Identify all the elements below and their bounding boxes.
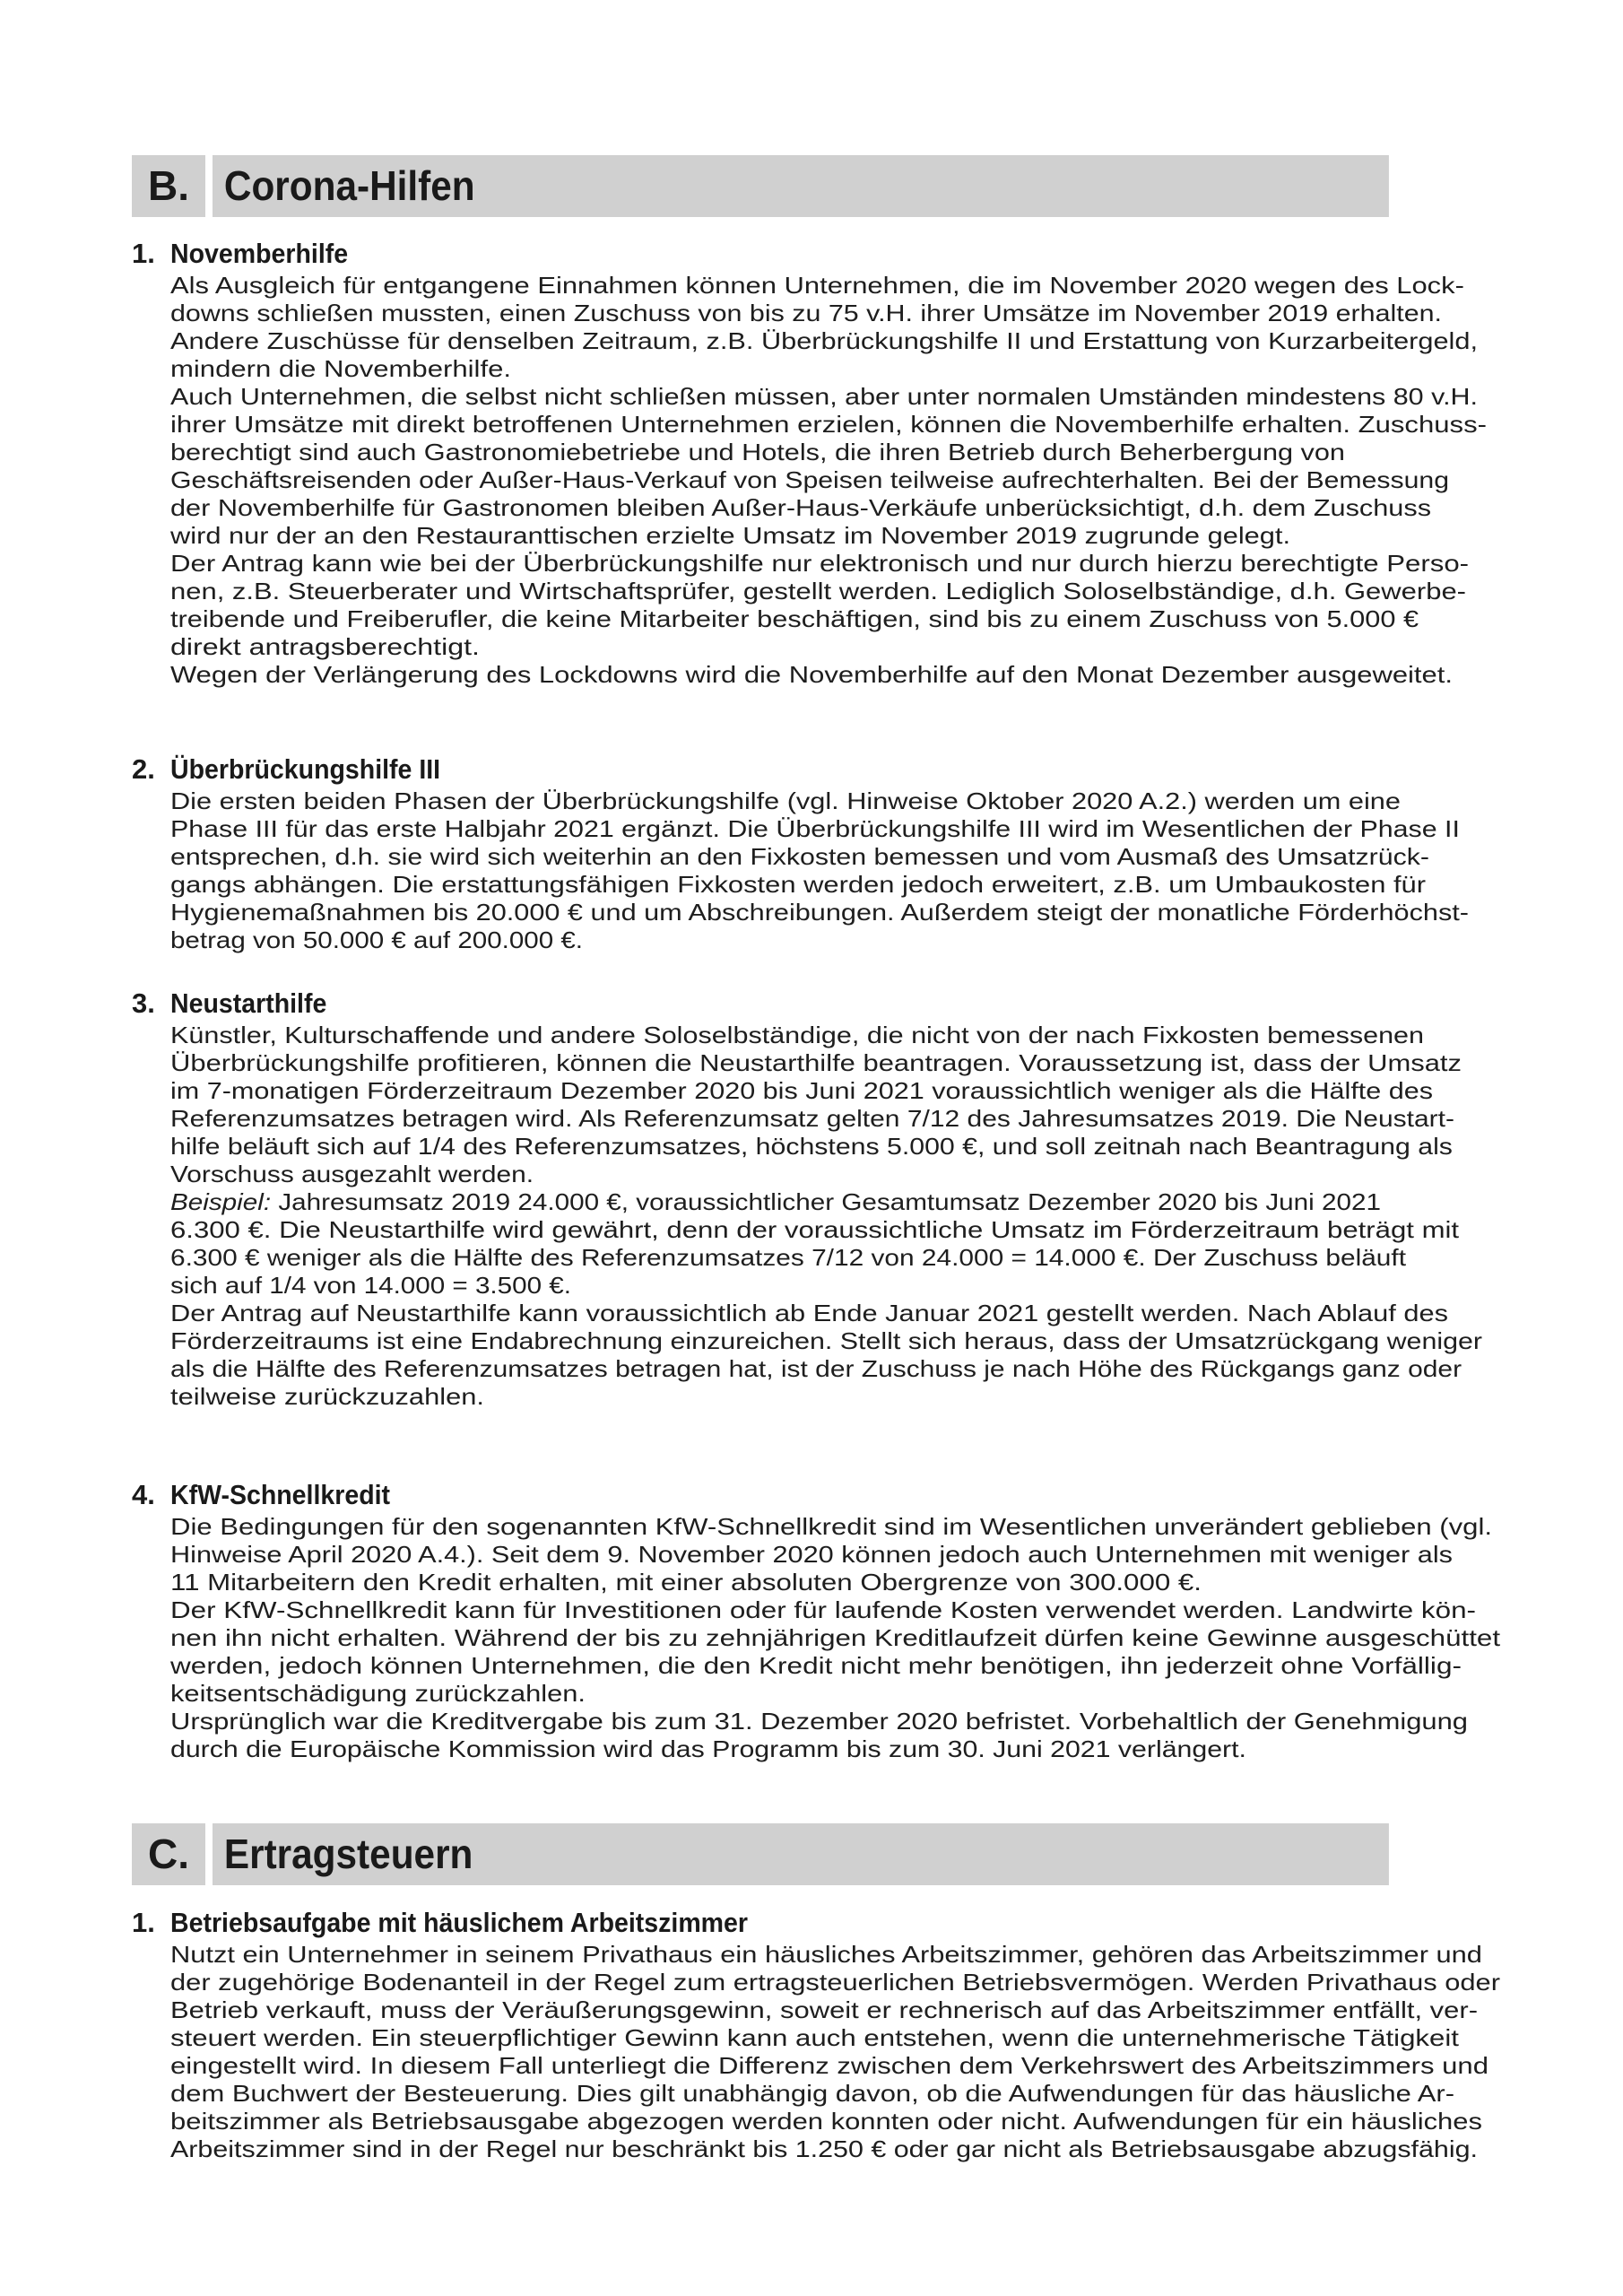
subsection-title: Neustarthilfe [170,987,327,1019]
text-line: Auch Unternehmen, die selbst nicht schließen müssen, aber unter normalen Umständen mindestens 80 v.H. [170,383,1479,410]
subsection-number: 1. [132,1907,155,1938]
text-line: Betrieb verkauft, muss der Veräußerungsgewinn, soweit er rechnerisch auf das Arbeitszimmer entfällt, ver- [170,1996,1479,2023]
text-line: durch die Europäische Kommission wird das Programm bis zum 30. Juni 2021 verlängert. [170,1735,1246,1762]
text-line: als die Hälfte des Referenzumsatzes betragen hat, ist der Zuschuss je nach Höhe des Rückgangs ganz oder [170,1355,1462,1382]
text-line: Nutzt ein Unternehmer in seinem Privathaus ein häusliches Arbeitszimmer, gehören das Arbeitszimmer und [170,1941,1482,1968]
text-line: eingestellt wird. In diesem Fall unterliegt die Differenz zwischen dem Verkehrswert des Arbeitszimmers und [170,2052,1488,2079]
text-line [170,1188,1623,1216]
subsection-number: 2. [132,753,155,785]
subsection-title: Novemberhilfe [170,238,349,269]
text-line: entsprechen, d.h. sie wird sich weiterhin an den Fixkosten bemessen und vom Ausmaß des Umsatzrück- [170,843,1429,870]
text-line: Phase III für das erste Halbjahr 2021 ergänzt. Die Überbrückungshilfe III wird im Wesentlichen der Phase II [170,815,1460,842]
subsection-title: Überbrückungshilfe III [170,753,441,785]
subsection-ueberbrueckungshilfe-iii [132,752,1504,954]
paragraph [170,1513,1504,1763]
text-line: werden, jedoch können Unternehmen, die den Kredit nicht mehr benötigen, ihn jederzeit ohne Vorfällig- [170,1652,1462,1679]
text-line: betrag von 50.000 € auf 200.000 €. [170,926,583,953]
text-line: Vorschuss ausgezahlt werden. [170,1161,534,1187]
text-line: downs schließen mussten, einen Zuschuss von bis zu 75 v.H. ihrer Umsätze im November 2019 erhalten. [170,300,1443,326]
text-line: Als Ausgleich für entgangene Einnahmen können Unternehmen, die im November 2020 wegen des Lock- [170,272,1464,299]
section-title: Corona-Hilfen [213,155,1389,217]
text-line: Andere Zuschüsse für denselben Zeitraum, z.B. Überbrückungshilfe II und Erstattung von Kurzarbeitergeld, [170,327,1478,354]
text-line: wird nur der an den Restauranttischen erzielte Umsatz im November 2019 zugrunde gelegt. [170,522,1291,549]
subsection-number: 1. [132,238,155,269]
text-line: hilfe beläuft sich auf 1/4 des Referenzumsatzes, höchstens 5.000 €, und soll zeitnah nach Beantragung als [170,1133,1453,1160]
subsection-novemberhilfe [132,236,1504,689]
text-line: dem Buchwert der Besteuerung. Dies gilt unabhängig davon, ob die Aufwendungen für das häusliche Ar- [170,2080,1455,2107]
subsection-heading [132,752,1504,787]
text-line: nen ihn nicht erhalten. Während der bis zu zehnjährigen Kreditlaufzeit dürfen keine Gewinne ausgeschüttet [170,1624,1501,1651]
text-line: nen, z.B. Steuerberater und Wirtschaftsprüfer, gestellt werden. Lediglich Soloselbständige, d.h. Gewerbe- [170,578,1467,604]
subsection-betriebsaufgabe [132,1905,1504,2163]
text-line: treibende und Freiberufler, die keine Mitarbeiter beschäftigen, sind bis zu einem Zuschuss von 5.000 € [170,605,1419,632]
section-letter: B. [132,155,205,217]
paragraph [170,1022,1504,1411]
text-line: Hygienemaßnahmen bis 20.000 € und um Abschreibungen. Außerdem steigt der monatliche Förderhöchst- [170,899,1470,926]
example-label: Beispiel: [170,1188,272,1215]
text-line: gangs abhängen. Die erstattungsfähigen Fixkosten werden jedoch erweitert, z.B. um Umbaukosten für [170,871,1427,898]
text-line: der zugehörige Bodenanteil in der Regel zum ertragsteuerlichen Betriebsvermögen. Werden Privathaus oder [170,1969,1501,1996]
text-line: keitsentschädigung zurückzahlen. [170,1680,586,1707]
subsection-number: 3. [132,987,155,1019]
example-text: Jahresumsatz 2019 24.000 €, voraussichtlicher Gesamtumsatz Dezember 2020 bis Juni 2021 [278,1188,1381,1215]
text-line: Der KfW-Schnellkredit kann für Investitionen oder für laufende Kosten verwendet werden. Landwirte kön- [170,1596,1477,1623]
paragraph [170,1941,1504,2163]
subsection-number: 4. [132,1479,155,1510]
text-line: beitszimmer als Betriebsausgabe abgezogen werden konnten oder nicht. Aufwendungen für ein häusliches [170,2108,1482,2135]
text-line: Referenzumsatzes betragen wird. Als Referenzumsatz gelten 7/12 des Jahresumsatzes 2019. Die Neustart- [170,1105,1454,1132]
text-line: Arbeitszimmer sind in der Regel nur beschränkt bis 1.250 € oder gar nicht als Betriebsausgabe abzugsfähig. [170,2135,1478,2162]
text-line: der Novemberhilfe für Gastronomen bleiben Außer-Haus-Verkäufe unberücksichtigt, d.h. dem Zuschuss [170,494,1432,521]
text-line: Der Antrag kann wie bei der Überbrückungshilfe nur elektronisch und nur durch hierzu berechtigte Perso- [170,550,1470,577]
text-line: Künstler, Kulturschaffende und andere Soloselbständige, die nicht von der nach Fixkosten bemessenen [170,1022,1425,1048]
text-line: Förderzeitraums ist eine Endabrechnung einzureichen. Stellt sich heraus, dass der Umsatzrückgang weniger [170,1327,1483,1354]
subsection-neustarthilfe [132,986,1504,1411]
subsection-heading [132,1905,1504,1941]
paragraph [170,787,1504,954]
text-line: im 7-monatigen Förderzeitraum Dezember 2020 bis Juni 2021 voraussichtlich weniger als die Hälfte des [170,1077,1434,1104]
subsection-title: Betriebsaufgabe mit häuslichem Arbeitszimmer [170,1907,748,1938]
text-line: 6.300 € weniger als die Hälfte des Referenzumsatzes 7/12 von 24.000 = 14.000 €. Der Zuschuss beläuft [170,1244,1406,1271]
text-line: Geschäftsreisenden oder Außer-Haus-Verkauf von Speisen teilweise aufrechterhalten. Bei der Bemessung [170,466,1450,493]
text-line: Der Antrag auf Neustarthilfe kann voraussichtlich ab Ende Januar 2021 gestellt werden. Nach Ablauf des [170,1300,1448,1326]
text-line: Wegen der Verlängerung des Lockdowns wird die Novemberhilfe auf den Monat Dezember ausgeweitet. [170,661,1453,688]
text-line: Die Bedingungen für den sogenannten KfW-Schnellkredit sind im Wesentlichen unverändert geblieben (vgl. [170,1513,1492,1540]
text-line: Überbrückungshilfe profitieren, können die Neustarthilfe beantragen. Voraussetzung ist, dass der Umsatz [170,1049,1462,1076]
paragraph [170,272,1504,689]
section-header-b [132,155,1491,217]
subsection-heading [132,1477,1504,1513]
text-line: teilweise zurückzuzahlen. [170,1383,485,1410]
text-line: ihrer Umsätze mit direkt betroffenen Unternehmen erzielen, können die Novemberhilfe erhalten. Zuschuss- [170,411,1487,438]
text-line: Die ersten beiden Phasen der Überbrückungshilfe (vgl. Hinweise Oktober 2020 A.2.) werden um eine [170,787,1401,814]
subsection-heading [132,236,1504,272]
text-line: mindern die Novemberhilfe. [170,355,511,382]
text-line: steuert werden. Ein steuerpflichtiger Gewinn kann auch entstehen, wenn die unternehmerische Tätigkeit [170,2024,1459,2051]
subsection-title: KfW-Schnellkredit [170,1479,391,1510]
section-letter: C. [132,1823,205,1885]
text-line: 11 Mitarbeitern den Kredit erhalten, mit einer absoluten Obergrenze von 300.000 €. [170,1569,1202,1596]
text-line: berechtigt sind auch Gastronomiebetriebe und Hotels, die ihren Betrieb durch Beherbergung von [170,439,1345,465]
text-line: sich auf 1/4 von 14.000 = 3.500 €. [170,1272,571,1299]
text-line: Hinweise April 2020 A.4.). Seit dem 9. November 2020 können jedoch auch Unternehmen mit weniger als [170,1541,1453,1568]
text-line: Ursprünglich war die Kreditvergabe bis zum 31. Dezember 2020 befristet. Vorbehaltlich der Genehmigung [170,1708,1468,1735]
section-title: Ertragsteuern [213,1823,1389,1885]
section-header-c [132,1823,1491,1885]
subsection-heading [132,986,1504,1022]
text-line: direkt antragsberechtigt. [170,633,480,660]
subsection-kfw-schnellkredit [132,1477,1504,1763]
text-line: 6.300 €. Die Neustarthilfe wird gewährt, denn der voraussichtliche Umsatz im Förderzeitraum beträgt mit [170,1216,1460,1243]
